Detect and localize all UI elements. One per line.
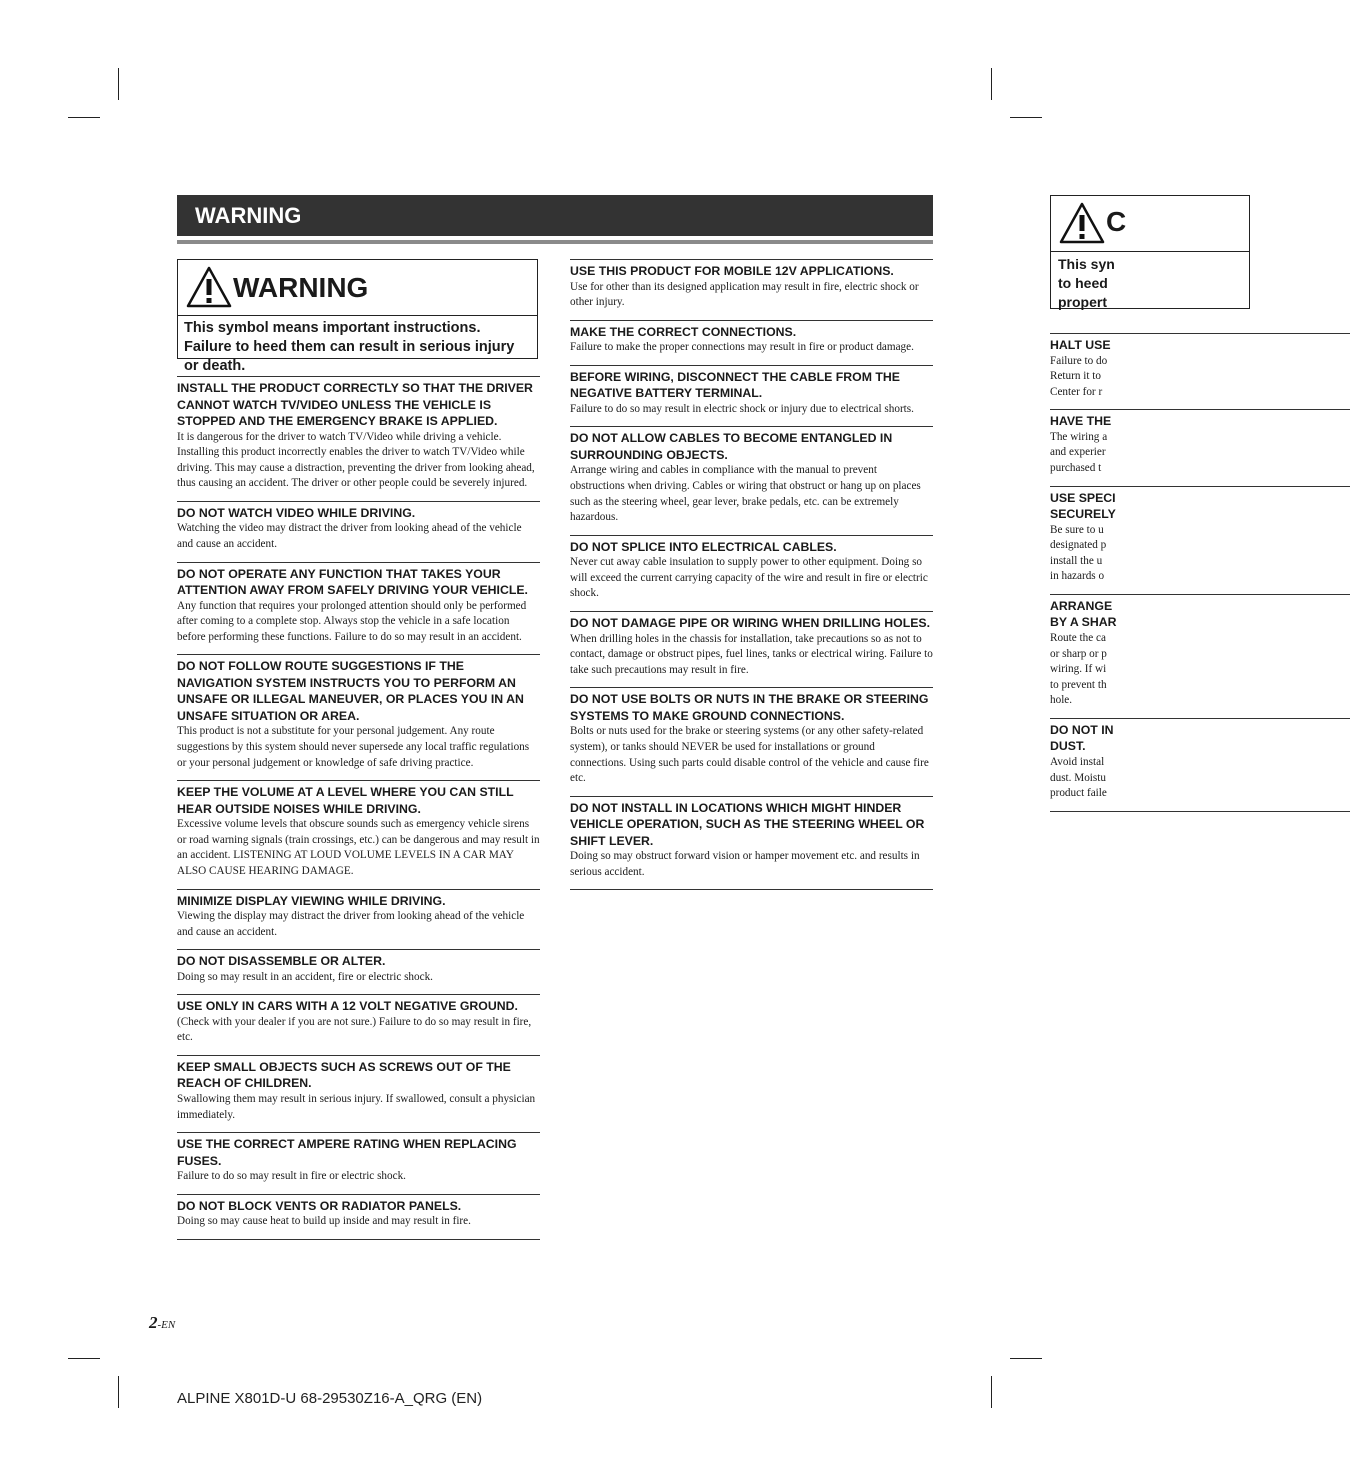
warning-item-body: It is dangerous for the driver to watch TV/Video while driving a vehicle. Installing this product incorrectly enables the driver to watch TV/Video while driving. This may cause a distraction, preventing the driver from looking ahead, thus causing an accident. The driver or other people could be severely injured. — [177, 430, 535, 490]
warning-item-body: Doing so may result in an accident, fire or electric shock. — [177, 970, 433, 983]
warning-item-body: This product is not a substitute for your personal judgement. Any route suggestions by this system should never supersede any local traffic regulations or your personal judgement or knowledge of safe driving practice. — [177, 725, 530, 769]
warning-description: This symbol means important instructions. Failure to heed them can result in serious injury or death. — [184, 320, 515, 374]
warning-item — [177, 889, 540, 950]
warning-item-heading: DO NOT BLOCK VENTS OR RADIATOR PANELS. — [177, 1198, 462, 1213]
caution-label: C — [1106, 206, 1127, 237]
caution-item-body-line: Return it to — [1050, 370, 1101, 383]
caution-item-body-line: Route the ca — [1050, 631, 1106, 644]
caution-symbol-box — [1050, 195, 1250, 309]
warning-item-body: Doing so may obstruct forward vision or hamper movement etc. and results in serious accident. — [570, 850, 920, 878]
section-header — [177, 195, 933, 240]
caution-item-heading: SECURELY — [1050, 507, 1116, 522]
warning-item-body: Failure to make the proper connections may result in fire or product damage. — [570, 341, 914, 354]
warning-item-heading: USE THIS PRODUCT FOR MOBILE 12V APPLICATIONS. — [570, 264, 894, 278]
footer-code: ALPINE X801D-U 68-29530Z16-A_QRG (EN) — [177, 1390, 483, 1407]
crop-mark — [1010, 1358, 1042, 1359]
page-number — [149, 1313, 175, 1333]
caution-desc-line: to heed — [1058, 275, 1108, 291]
warning-item-heading: USE THE CORRECT AMPERE RATING WHEN REPLACING FUSES. — [177, 1137, 517, 1168]
warning-item — [177, 1055, 540, 1132]
warning-item — [177, 1132, 540, 1194]
caution-desc-line: This syn — [1058, 256, 1115, 272]
warning-item-heading: DO NOT SPLICE INTO ELECTRICAL CABLES. — [570, 539, 837, 554]
left-column — [177, 376, 540, 1240]
section-title: WARNING — [195, 203, 302, 228]
caution-item-body-line: dust. Moistu — [1050, 771, 1106, 784]
caution-item-body-line: product faile — [1050, 787, 1107, 800]
page-number-suffix: -EN — [157, 1319, 176, 1331]
caution-item — [1050, 409, 1350, 485]
caution-item-body-line: install the u — [1050, 554, 1103, 567]
caution-item-body-line: Center for r — [1050, 385, 1103, 398]
warning-item-body: Viewing the display may distract the driver from looking ahead of the vehicle and cause an accident. — [177, 910, 525, 938]
warning-item-body: Never cut away cable insulation to supply power to other equipment. Doing so will exceed the current carrying capacity of the wire and result in fire or electric shock. — [570, 556, 928, 600]
crop-mark — [1010, 117, 1042, 118]
warning-item — [177, 501, 540, 562]
warning-item-body: (Check with your dealer if you are not sure.) Failure to do so may result in fire, etc. — [177, 1015, 532, 1044]
warning-item-body: Arrange wiring and cables in compliance with the manual to prevent obstructions when driving. Cables or wiring that obstruct or hang up on places such as the steering wheel, gear lever, brake pedals, etc. can be extremely hazardous. — [570, 464, 921, 524]
warning-item-heading: DO NOT USE BOLTS OR NUTS IN THE BRAKE OR STEERING SYSTEMS TO MAKE GROUND CONNECTIONS. — [570, 692, 929, 723]
warning-item-heading: MINIMIZE DISPLAY VIEWING WHILE DRIVING. — [177, 893, 446, 908]
caution-item — [1050, 333, 1350, 409]
caution-item-body-line: purchased t — [1050, 461, 1102, 474]
caution-triangle-icon — [1059, 202, 1139, 244]
warning-item — [177, 1194, 540, 1240]
caution-item — [1050, 594, 1350, 718]
warning-item-heading: DO NOT FOLLOW ROUTE SUGGESTIONS IF THE NAVIGATION SYSTEM INSTRUCTS YOU TO PERFORM AN UNSAFE OR ILLEGAL MANEUVER, OR PLACES YOU IN AN UNSAFE SITUATION OR AREA. — [177, 659, 524, 723]
crop-mark — [118, 68, 119, 100]
warning-item — [177, 780, 540, 888]
caution-item-heading: DUST. — [1050, 739, 1086, 754]
caution-item-body-line: Avoid instal — [1050, 755, 1105, 768]
warning-triangle-icon — [186, 266, 232, 308]
warning-item-body: Watching the video may distract the driver from looking ahead of the vehicle and cause an accident. — [177, 522, 522, 550]
caution-item-heading: HALT USE — [1050, 338, 1111, 352]
warning-item-heading: DO NOT ALLOW CABLES TO BECOME ENTANGLED IN SURROUNDING OBJECTS. — [570, 431, 893, 462]
caution-item-body-line: Failure to do — [1050, 354, 1108, 367]
warning-item — [570, 611, 933, 687]
caution-item-heading: HAVE THE — [1050, 414, 1112, 429]
caution-item-body-line: The wiring a — [1050, 430, 1108, 443]
warning-item-heading: DO NOT WATCH VIDEO WHILE DRIVING. — [177, 505, 416, 520]
warning-item-body: Bolts or nuts used for the brake or steering systems (or any other safety-related system), or tanks should NEVER be used for installations or ground connections. Using such parts could disable control of the vehicle and cause fire etc. — [570, 725, 929, 785]
caution-item-heading: ARRANGE — [1050, 598, 1113, 613]
caution-item-body-line: and experier — [1050, 446, 1106, 459]
warning-item-heading: USE ONLY IN CARS WITH A 12 VOLT NEGATIVE GROUND. — [177, 999, 518, 1014]
warning-item-heading: INSTALL THE PRODUCT CORRECTLY SO THAT THE DRIVER CANNOT WATCH TV/VIDEO UNLESS THE VEHICLE IS STOPPED AND THE EMERGENCY BRAKE IS APPLIED. — [177, 381, 533, 428]
warning-symbol-box — [177, 259, 538, 374]
warning-item — [570, 259, 933, 320]
warning-item-heading: KEEP THE VOLUME AT A LEVEL WHERE YOU CAN STILL HEAR OUTSIDE NOISES WHILE DRIVING. — [177, 785, 514, 816]
caution-item — [1050, 718, 1350, 812]
caution-item-heading: DO NOT IN — [1050, 722, 1114, 737]
warning-label: WARNING — [233, 272, 369, 303]
warning-item — [570, 426, 933, 534]
warning-item-heading: DO NOT OPERATE ANY FUNCTION THAT TAKES YOUR ATTENTION AWAY FROM SAFELY DRIVING YOUR VEHICLE. — [177, 566, 528, 598]
caution-item-body-line: Be sure to u — [1050, 523, 1104, 536]
warning-item — [570, 796, 933, 891]
caution-item-body-line: designated p — [1050, 539, 1107, 552]
warning-item-heading: KEEP SMALL OBJECTS SUCH AS SCREWS OUT OF THE REACH OF CHILDREN. — [177, 1059, 511, 1091]
caution-item-body-line: wiring. If wi — [1050, 663, 1107, 676]
warning-item-body: When drilling holes in the chassis for installation, take precautions so as not to contact, damage or obstruct pipes, fuel lines, tanks or electrical wiring. Failure to take such precautions may result in fire. — [570, 632, 933, 676]
page-number-value: 2 — [149, 1313, 158, 1332]
caution-item-body-line: or sharp or p — [1050, 647, 1107, 660]
warning-item-heading: MAKE THE CORRECT CONNECTIONS. — [570, 324, 797, 339]
warning-item-heading: BEFORE WIRING, DISCONNECT THE CABLE FROM THE NEGATIVE BATTERY TERMINAL. — [570, 369, 900, 401]
middle-column — [570, 259, 933, 890]
warning-item-body: Excessive volume levels that obscure sounds such as emergency vehicle sirens or road warning signals (train crossings, etc.) can be dangerous and may result in an accident. LISTENING AT LOUD VOLUME LEVELS IN A CAR MAY ALSO CAUSE HEARING DAMAGE. — [177, 818, 540, 877]
warning-item-body: Use for other than its designed application may result in fire, electric shock or other injury. — [570, 280, 919, 309]
warning-item — [177, 994, 540, 1055]
crop-mark — [68, 117, 100, 118]
warning-item-body: Failure to do so may result in electric shock or injury due to electrical shorts. — [570, 402, 914, 415]
warning-item-body: Failure to do so may result in fire or electric shock. — [177, 1170, 406, 1183]
right-page-peek — [1050, 195, 1127, 815]
caution-item-body-line: in hazards o — [1050, 570, 1105, 583]
crop-mark — [991, 68, 992, 100]
warning-item-heading: DO NOT INSTALL IN LOCATIONS WHICH MIGHT HINDER VEHICLE OPERATION, SUCH AS THE STEERING WHEEL OR SHIFT LEVER. — [570, 800, 925, 848]
crop-mark — [118, 1376, 119, 1408]
warning-item — [570, 320, 933, 365]
caution-item-heading: BY A SHAR — [1050, 615, 1117, 630]
caution-item-body-line: to prevent th — [1050, 678, 1107, 691]
warning-item — [570, 687, 933, 795]
warning-item — [177, 376, 540, 501]
caution-item-heading: USE SPECI — [1050, 490, 1116, 505]
warning-item-heading: DO NOT DAMAGE PIPE OR WIRING WHEN DRILLING HOLES. — [570, 616, 931, 631]
warning-item — [177, 654, 540, 780]
warning-item — [570, 365, 933, 427]
warning-item-body: Swallowing them may result in serious injury. If swallowed, consult a physician immediately. — [177, 1092, 536, 1121]
warning-item — [177, 562, 540, 655]
caution-item-body-line: hole. — [1050, 694, 1073, 707]
crop-mark — [991, 1376, 992, 1408]
caution-desc-line: propert — [1058, 294, 1107, 310]
warning-item-body: Doing so may cause heat to build up inside and may result in fire. — [177, 1215, 471, 1228]
warning-item-body: Any function that requires your prolonged attention should only be performed after coming to a complete stop. Always stop the vehicle in a safe location before performing these functions. Failure to do so may result in an accident. — [177, 599, 527, 643]
warning-item-heading: DO NOT DISASSEMBLE OR ALTER. — [177, 954, 386, 969]
caution-item — [1050, 486, 1350, 594]
warning-item — [177, 949, 540, 994]
crop-mark — [68, 1358, 100, 1359]
warning-item — [570, 535, 933, 611]
caution-list — [1050, 333, 1350, 812]
